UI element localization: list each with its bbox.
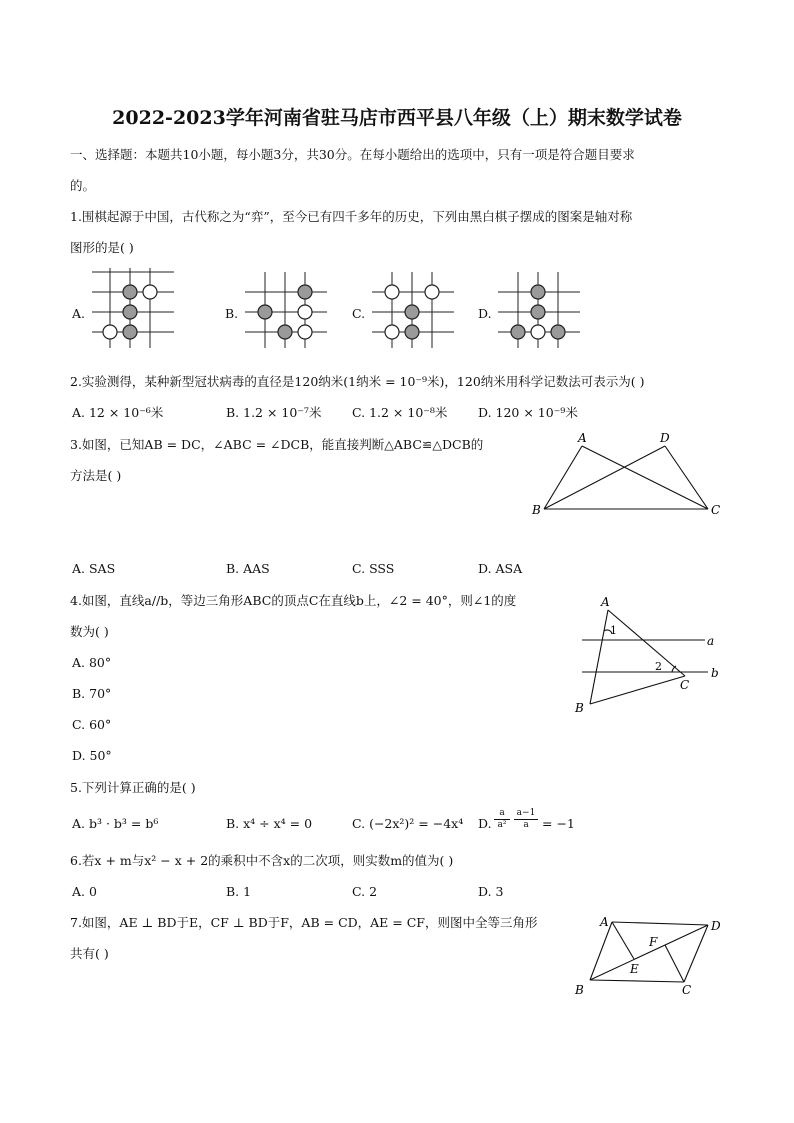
q7-label-b: B xyxy=(575,983,584,997)
q3-label-b: B xyxy=(532,503,541,517)
q7-label-c: C xyxy=(682,983,692,997)
q7-stem-line2: 共有( ) xyxy=(70,946,109,961)
q5-option-c: C. (−2x²)² = −4x⁴ xyxy=(352,816,464,831)
q5-fraction-1 xyxy=(494,808,510,831)
q3-label-c: C xyxy=(711,503,721,517)
q1-option-c-label: C. xyxy=(352,306,366,321)
q4-label-b: B xyxy=(575,701,584,715)
q4-label-2: 2 xyxy=(655,660,662,673)
q5-option-d-label: D. xyxy=(478,816,492,831)
q5-option-a: A. b³ · b³ = b⁶ xyxy=(72,816,159,831)
q4-option-c: C. 60° xyxy=(72,717,112,732)
q7-label-a: A xyxy=(600,915,609,929)
section-instruction-line2: 的。 xyxy=(70,178,96,193)
q4-stem-line2: 数为( ) xyxy=(70,624,109,639)
q4-option-d: D. 50° xyxy=(72,748,112,763)
q2-stem: 2.实验测得，某种新型冠状病毒的直径是120纳米(1纳米 = 10⁻⁹米)，120纳米用科学记数法可表示为( ) xyxy=(70,374,645,389)
q1-board-c xyxy=(368,268,460,350)
q7-label-d: D xyxy=(711,919,721,933)
q5-option-d-rhs: = −1 xyxy=(542,816,575,831)
q3-stem-line1: 3.如图，已知AB = DC，∠ABC = ∠DCB，能直接判断△ABC≌△DCB的 xyxy=(70,437,484,452)
q7-stem-line1: 7.如图，AE ⊥ BD于E，CF ⊥ BD于F，AB = CD，AE = CF，则图中全等三角形 xyxy=(70,915,538,930)
q3-label-d: D xyxy=(660,431,670,445)
q3-figure xyxy=(528,432,728,524)
q2-option-c: C. 1.2 × 10⁻⁸米 xyxy=(352,405,448,420)
q5-fraction-2-denominator: a xyxy=(523,820,529,830)
q4-label-a: A xyxy=(601,595,610,609)
q3-option-d: D. ASA xyxy=(478,561,523,576)
q1-stem-line2: 图形的是( ) xyxy=(70,240,134,255)
q4-label-1: 1 xyxy=(610,624,617,637)
q2-option-b: B. 1.2 × 10⁻⁷米 xyxy=(226,405,322,420)
q6-option-c: C. 2 xyxy=(352,884,378,899)
q4-label-c: C xyxy=(680,678,690,692)
q2-option-a: A. 12 × 10⁻⁶米 xyxy=(72,405,164,420)
q1-board-a xyxy=(88,268,180,350)
q6-option-d: D. 3 xyxy=(478,884,504,899)
q4-label-line-b: b xyxy=(711,666,719,680)
q5-option-b: B. x⁴ ÷ x⁴ = 0 xyxy=(226,816,313,831)
q7-figure xyxy=(572,910,732,1000)
q7-label-e: E xyxy=(630,962,639,976)
q4-stem-line1: 4.如图，直线a//b，等边三角形ABC的顶点C在直线b上，∠2 = 40°，则∠1的度 xyxy=(70,593,517,608)
page-title: 2022-2023学年河南省驻马店市西平县八年级（上）期末数学试卷 xyxy=(112,107,682,129)
q1-option-b-label: B. xyxy=(225,306,239,321)
q3-stem-line2: 方法是( ) xyxy=(70,468,122,483)
q1-option-d-label: D. xyxy=(478,306,492,321)
q4-option-b: B. 70° xyxy=(72,686,112,701)
q1-option-a-label: A. xyxy=(72,306,86,321)
q5-fraction-1-numerator: a xyxy=(494,808,510,820)
q6-stem: 6.若x + m与x² − x + 2的乘积中不含x的二次项，则实数m的值为( ) xyxy=(70,853,454,868)
q1-stem-line1: 1.围棋起源于中国，古代称之为“弈”，至今已有四千多年的历史，下列由黑白棋子摆成的图案是轴对称 xyxy=(70,209,633,224)
q4-figure xyxy=(570,594,730,716)
q4-option-a: A. 80° xyxy=(72,655,112,670)
q3-label-a: A xyxy=(578,431,587,445)
q3-option-c: C. SSS xyxy=(352,561,395,576)
q7-label-f: F xyxy=(649,935,658,949)
q2-option-d: D. 120 × 10⁻⁹米 xyxy=(478,405,578,420)
section-instruction-line1: 一、选择题：本题共10小题，每小题3分，共30分。在每小题给出的选项中，只有一项是符合题目要求 xyxy=(70,147,635,162)
q3-option-a: A. SAS xyxy=(72,561,116,576)
q6-option-b: B. 1 xyxy=(226,884,252,899)
q6-option-a: A. 0 xyxy=(72,884,97,899)
q4-label-line-a: a xyxy=(707,634,715,648)
q3-option-b: B. AAS xyxy=(226,561,270,576)
q5-fraction-1-denominator: a² xyxy=(497,820,507,830)
q1-board-b xyxy=(241,268,333,350)
q5-fraction-2-numerator: a−1 xyxy=(514,808,538,820)
q5-fraction-2 xyxy=(514,808,538,831)
q5-stem: 5.下列计算正确的是( ) xyxy=(70,780,196,795)
q1-board-d xyxy=(494,268,586,350)
